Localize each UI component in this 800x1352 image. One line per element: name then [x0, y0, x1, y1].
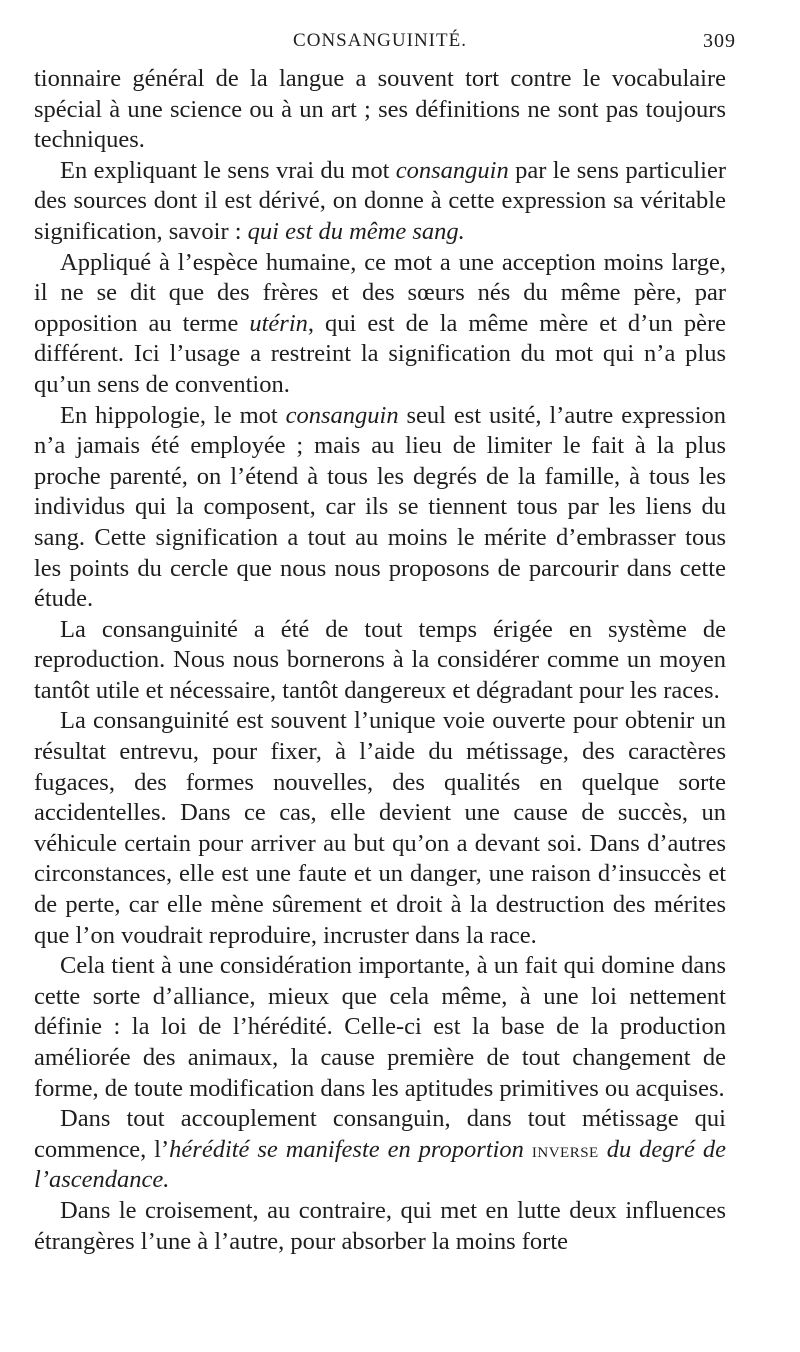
paragraph — [34, 401, 726, 615]
paragraph — [34, 156, 726, 248]
italic-text: consanguin — [285, 401, 399, 429]
body-text — [34, 64, 726, 1257]
paragraph — [34, 1104, 726, 1196]
paragraph-text: Dans tout accouplement consanguin, dans tout métissage qui commence, l’ — [34, 1105, 726, 1163]
small-caps-text: inverse — [531, 1137, 599, 1162]
paragraph-text — [524, 1136, 532, 1163]
paragraph-text: En hippologie, le mot — [60, 401, 286, 429]
paragraph — [34, 951, 726, 1104]
paragraph — [34, 64, 726, 156]
italic-text: consanguin — [395, 156, 509, 184]
paragraph — [34, 1196, 726, 1257]
paragraph — [34, 706, 726, 951]
paragraph-text: La consanguinité est souvent l’unique voie ouverte pour obtenir un résultat entrevu, pour fixer, à l’aide du métissage, des caractères fugaces, des formes nouvelles, des qualités en quelque sorte accidentelles. Dans ce cas, elle devient une cause de succès, un véhicule certain pour arriver au but qu’on a devant soi. Dans d’autres circonstances, elle est une faute et un danger, une raison d’insuccès et de perte, car elle mène sûrement et droit à la destruction des mérites que l’on voudrait reproduire, incruster dans la race. — [34, 707, 726, 949]
paragraph-text: En expliquant le sens vrai du mot — [60, 156, 396, 184]
italic-text: hérédité se manifeste en proportion — [169, 1135, 524, 1163]
running-head — [34, 30, 736, 64]
paragraph-text: Dans le croisement, au contraire, qui met en lutte deux influences étrangères l’une à l’autre, pour absorber la moins forte — [34, 1196, 726, 1255]
paragraph-text: seul est usité, l’autre expression n’a jamais été employée ; mais au lieu de limiter le fait à la plus proche parenté, on l’étend à tous les degrés de la famille, à tous les individus qui la composent, car ils se tiennent tous par les liens du sang. Cette signification a tout au moins le mérite d’embrasser tous les points du cercle que nous nous proposons de parcourir dans cette étude. — [34, 401, 726, 613]
italic-text: qui est du même sang. — [247, 217, 465, 245]
running-title: CONSANGUINITÉ. — [293, 30, 467, 51]
paragraph — [34, 248, 726, 401]
paragraph-text — [599, 1136, 607, 1163]
paragraph-text: , qui est de la même mère et d’un père différent. Ici l’usage a restreint la signification du mot qui n’a plus qu’un sens de convention. — [34, 309, 726, 398]
paragraph-text: par le sens particulier des sources dont il est dérivé, on donne à cette expression sa véritable signification, savoir : — [34, 156, 726, 245]
italic-text: du degré de l’ascendance. — [34, 1135, 726, 1194]
page-number: 309 — [703, 30, 736, 52]
paragraph-text: Appliqué à l’espèce humaine, ce mot a une acception moins large, il ne se dit que des frères et des sœurs nés du même père, par opposition au terme — [34, 248, 726, 337]
paragraph — [34, 615, 726, 707]
paragraph-text: Cela tient à une considération importante, à un fait qui domine dans cette sorte d’alliance, mieux que cela même, à une loi nettement définie : la loi de l’hérédité. Celle-ci est la base de la production améliorée des animaux, la cause première de tout changement de forme, de toute modification dans les aptitudes primitives ou acquises. — [34, 952, 726, 1102]
italic-text: utérin — [249, 309, 308, 337]
paragraph-text: La consanguinité a été de tout temps érigée en système de reproduction. Nous nous bornerons à la considérer comme un moyen tantôt utile et nécessaire, tantôt dangereux et dégradant pour les races. — [34, 615, 726, 704]
paragraph-text: tionnaire général de la langue a souvent tort contre le vocabulaire spécial à une science ou à un art ; ses définitions ne sont pas toujours techniques. — [34, 65, 726, 154]
